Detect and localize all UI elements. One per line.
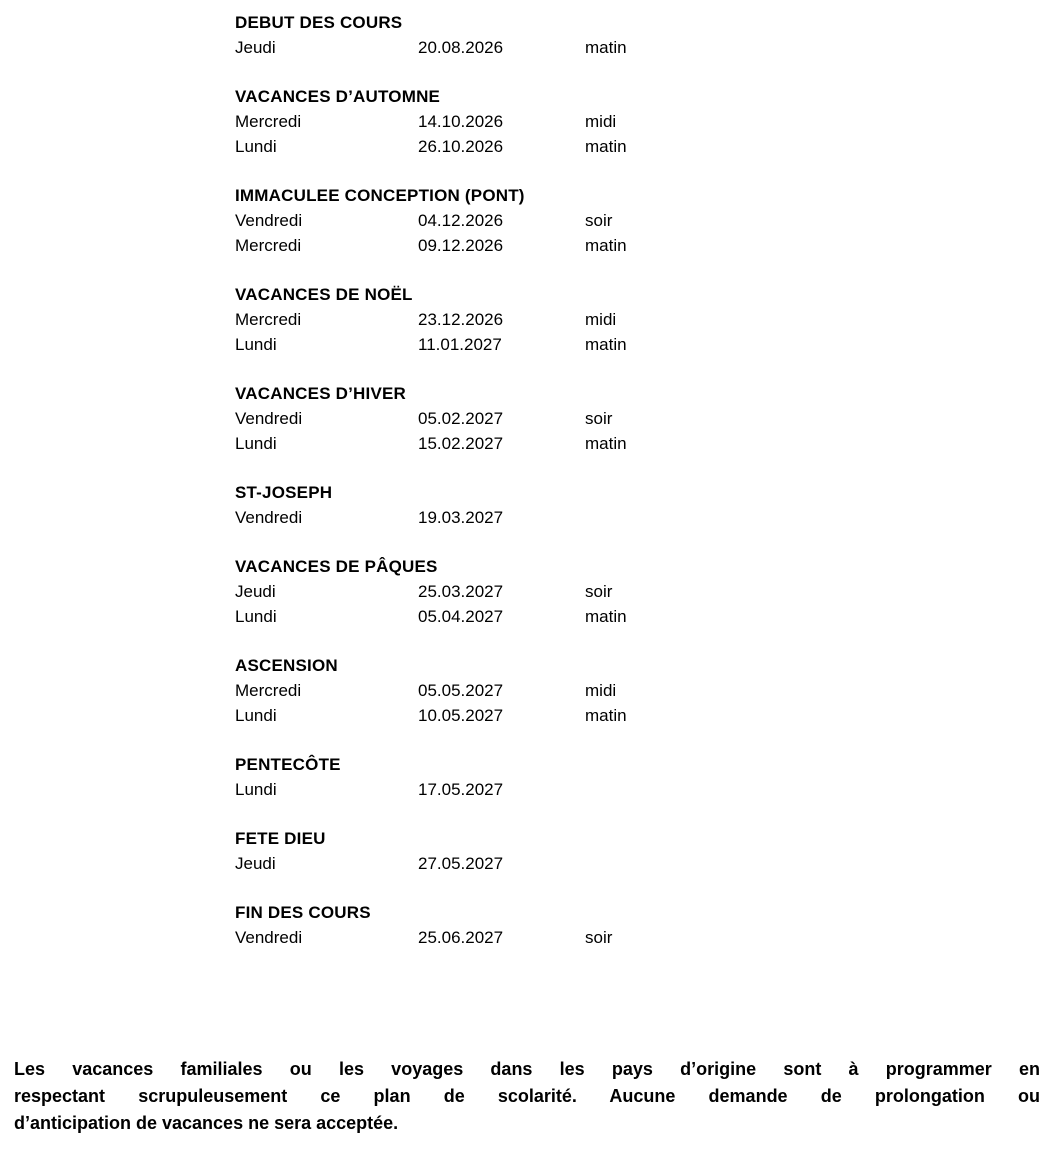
row-day: Lundi: [235, 706, 277, 725]
calendar-row: [235, 703, 627, 728]
section-title: VACANCES D’HIVER: [235, 384, 407, 403]
row-day: Jeudi: [235, 38, 276, 57]
row-day: Lundi: [235, 434, 277, 453]
row-date: 17.05.2027: [418, 780, 504, 799]
school-calendar: [235, 10, 627, 974]
section-title: VACANCES DE PÂQUES: [235, 557, 438, 576]
row-date: 23.12.2026: [418, 310, 504, 329]
row-day: Vendredi: [235, 409, 303, 428]
calendar-section: [235, 84, 627, 159]
row-day: Vendredi: [235, 508, 303, 527]
row-period: matin: [585, 607, 627, 626]
row-day: Lundi: [235, 137, 277, 156]
row-date: 25.06.2027: [418, 928, 504, 947]
calendar-row: [235, 678, 627, 703]
section-title: IMMACULEE CONCEPTION (PONT): [235, 186, 525, 205]
row-date: 05.05.2027: [418, 681, 504, 700]
section-title: FETE DIEU: [235, 829, 326, 848]
row-date: 19.03.2027: [418, 508, 504, 527]
section-title: DEBUT DES COURS: [235, 13, 403, 32]
calendar-section: [235, 282, 627, 357]
calendar-section: [235, 10, 627, 60]
footer-note: [14, 1056, 1040, 1137]
row-day: Vendredi: [235, 928, 303, 947]
row-day: Lundi: [235, 335, 277, 354]
row-date: 20.08.2026: [418, 38, 504, 57]
row-date: 09.12.2026: [418, 236, 504, 255]
row-day: Mercredi: [235, 112, 302, 131]
calendar-row: [235, 35, 627, 60]
row-day: Mercredi: [235, 681, 302, 700]
calendar-section: [235, 381, 627, 456]
section-title: PENTECÔTE: [235, 755, 341, 774]
row-date: 27.05.2027: [418, 854, 504, 873]
row-period: matin: [585, 335, 627, 354]
calendar-row: [235, 332, 627, 357]
calendar-section: [235, 653, 627, 728]
row-day: Mercredi: [235, 310, 302, 329]
row-period: matin: [585, 236, 627, 255]
calendar-row: [235, 134, 627, 159]
calendar-row: [235, 208, 627, 233]
row-period: matin: [585, 706, 627, 725]
section-title: VACANCES D’AUTOMNE: [235, 87, 441, 106]
calendar-section: [235, 752, 627, 802]
row-day: Lundi: [235, 607, 277, 626]
calendar-row: [235, 505, 627, 530]
section-title: ST-JOSEPH: [235, 483, 333, 502]
row-period: soir: [585, 928, 613, 947]
row-date: 14.10.2026: [418, 112, 504, 131]
row-date: 11.01.2027: [418, 335, 502, 354]
row-day: Jeudi: [235, 854, 276, 873]
calendar-row: [235, 851, 627, 876]
row-day: Lundi: [235, 780, 277, 799]
calendar-row: [235, 307, 627, 332]
row-period: soir: [585, 211, 613, 230]
row-date: 05.04.2027: [418, 607, 504, 626]
calendar-row: [235, 109, 627, 134]
calendar-section: [235, 900, 627, 950]
row-date: 15.02.2027: [418, 434, 504, 453]
row-date: 26.10.2026: [418, 137, 504, 156]
row-period: soir: [585, 582, 613, 601]
row-period: midi: [585, 681, 617, 700]
row-period: matin: [585, 434, 627, 453]
calendar-section: [235, 480, 627, 530]
calendar-row: [235, 925, 627, 950]
calendar-row: [235, 579, 627, 604]
calendar-section: [235, 554, 627, 629]
row-period: matin: [585, 137, 627, 156]
calendar-row: [235, 777, 627, 802]
calendar-section: [235, 183, 627, 258]
footer-note-line: Les vacances familiales ou les voyages dans les pays d’origine sont à programmer en: [14, 1059, 1040, 1079]
row-period: soir: [585, 409, 613, 428]
footer-note-line: respectant scrupuleusement ce plan de scolarité. Aucune demande de prolongation ou: [14, 1086, 1040, 1106]
row-date: 10.05.2027: [418, 706, 504, 725]
row-day: Vendredi: [235, 211, 303, 230]
row-day: Jeudi: [235, 582, 276, 601]
row-period: midi: [585, 112, 617, 131]
row-period: matin: [585, 38, 627, 57]
section-title: FIN DES COURS: [235, 903, 371, 922]
calendar-row: [235, 406, 627, 431]
row-date: 05.02.2027: [418, 409, 504, 428]
section-title: VACANCES DE NOËL: [235, 285, 413, 304]
calendar-section: [235, 826, 627, 876]
section-title: ASCENSION: [235, 656, 338, 675]
row-day: Mercredi: [235, 236, 302, 255]
row-date: 04.12.2026: [418, 211, 504, 230]
calendar-row: [235, 431, 627, 456]
footer-note-line: d’anticipation de vacances ne sera acceptée.: [14, 1113, 399, 1133]
calendar-row: [235, 604, 627, 629]
row-period: midi: [585, 310, 617, 329]
calendar-row: [235, 233, 627, 258]
row-date: 25.03.2027: [418, 582, 504, 601]
